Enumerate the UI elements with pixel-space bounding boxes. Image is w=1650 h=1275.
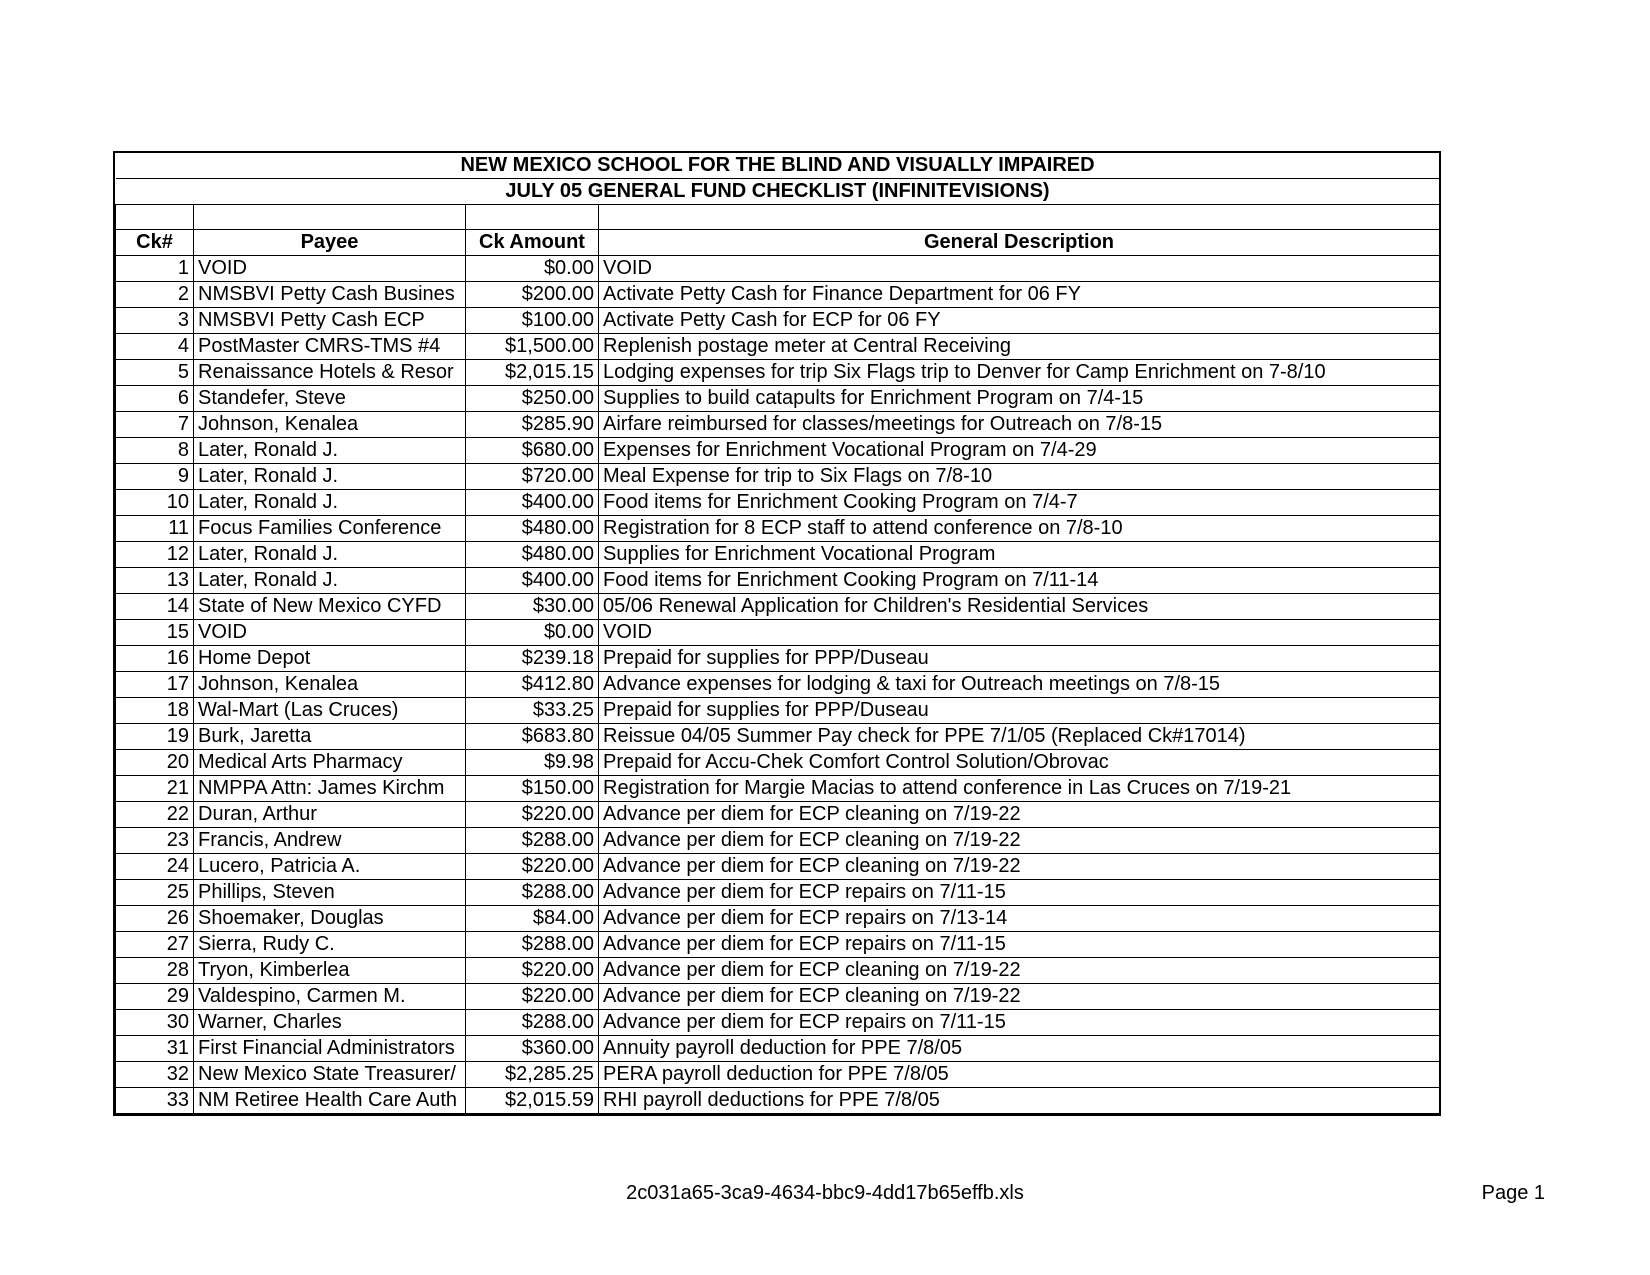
table-row <box>116 1062 1440 1088</box>
payee-name: Later, Ronald J. <box>194 542 466 568</box>
blank-cell <box>116 205 194 230</box>
table-row <box>116 854 1440 880</box>
check-amount: $680.00 <box>466 438 599 464</box>
table-row <box>116 594 1440 620</box>
payee-name: Later, Ronald J. <box>194 490 466 516</box>
general-description: Replenish postage meter at Central Receiving <box>599 334 1440 360</box>
table-row <box>116 672 1440 698</box>
payee-name: NMPPA Attn: James Kirchm <box>194 776 466 802</box>
col-header-description: General Description <box>599 230 1440 256</box>
check-amount: $30.00 <box>466 594 599 620</box>
check-amount: $400.00 <box>466 568 599 594</box>
payee-name: State of New Mexico CYFD <box>194 594 466 620</box>
check-number: 18 <box>116 698 194 724</box>
check-number: 2 <box>116 282 194 308</box>
check-rows <box>116 256 1440 1114</box>
check-number: 3 <box>116 308 194 334</box>
check-number: 23 <box>116 828 194 854</box>
table-row <box>116 724 1440 750</box>
title-row <box>116 153 1440 179</box>
general-description: Activate Petty Cash for Finance Department for 06 FY <box>599 282 1440 308</box>
general-description: PERA payroll deduction for PPE 7/8/05 <box>599 1062 1440 1088</box>
general-description: Reissue 04/05 Summer Pay check for PPE 7/1/05 (Replaced Ck#17014) <box>599 724 1440 750</box>
table-row <box>116 828 1440 854</box>
payee-name: Johnson, Kenalea <box>194 412 466 438</box>
checklist-table <box>115 153 1440 1114</box>
payee-name: Wal-Mart (Las Cruces) <box>194 698 466 724</box>
payee-name: First Financial Administrators <box>194 1036 466 1062</box>
check-number: 32 <box>116 1062 194 1088</box>
general-description: Advance per diem for ECP cleaning on 7/19-22 <box>599 828 1440 854</box>
check-number: 27 <box>116 932 194 958</box>
blank-cell <box>599 205 1440 230</box>
check-amount: $9.98 <box>466 750 599 776</box>
table-row <box>116 386 1440 412</box>
check-number: 19 <box>116 724 194 750</box>
general-description: Registration for Margie Macias to attend conference in Las Cruces on 7/19-21 <box>599 776 1440 802</box>
check-amount: $480.00 <box>466 516 599 542</box>
table-row <box>116 490 1440 516</box>
general-description: Advance per diem for ECP repairs on 7/13-14 <box>599 906 1440 932</box>
check-amount: $220.00 <box>466 802 599 828</box>
check-number: 24 <box>116 854 194 880</box>
payee-name: Francis, Andrew <box>194 828 466 854</box>
check-amount: $200.00 <box>466 282 599 308</box>
general-description: Annuity payroll deduction for PPE 7/8/05 <box>599 1036 1440 1062</box>
check-amount: $480.00 <box>466 542 599 568</box>
general-description: Food items for Enrichment Cooking Program on 7/11-14 <box>599 568 1440 594</box>
blank-cell <box>194 205 466 230</box>
table-row <box>116 360 1440 386</box>
table-row <box>116 958 1440 984</box>
check-number: 6 <box>116 386 194 412</box>
general-description: VOID <box>599 256 1440 282</box>
payee-name: Duran, Arthur <box>194 802 466 828</box>
check-amount: $400.00 <box>466 490 599 516</box>
check-number: 33 <box>116 1088 194 1114</box>
check-amount: $220.00 <box>466 984 599 1010</box>
check-amount: $220.00 <box>466 854 599 880</box>
check-amount: $150.00 <box>466 776 599 802</box>
check-number: 7 <box>116 412 194 438</box>
payee-name: Medical Arts Pharmacy <box>194 750 466 776</box>
table-row <box>116 1036 1440 1062</box>
general-description: Advance per diem for ECP cleaning on 7/19-22 <box>599 984 1440 1010</box>
check-amount: $288.00 <box>466 1010 599 1036</box>
check-amount: $360.00 <box>466 1036 599 1062</box>
general-description: Prepaid for supplies for PPP/Duseau <box>599 698 1440 724</box>
table-row <box>116 776 1440 802</box>
payee-name: Renaissance Hotels & Resor <box>194 360 466 386</box>
table-row <box>116 750 1440 776</box>
check-amount: $412.80 <box>466 672 599 698</box>
payee-name: Home Depot <box>194 646 466 672</box>
table-row <box>116 906 1440 932</box>
check-number: 17 <box>116 672 194 698</box>
check-amount: $288.00 <box>466 880 599 906</box>
check-number: 26 <box>116 906 194 932</box>
table-row <box>116 646 1440 672</box>
general-description: Prepaid for Accu-Chek Comfort Control Solution/Obrovac <box>599 750 1440 776</box>
subtitle-row <box>116 179 1440 205</box>
check-number: 15 <box>116 620 194 646</box>
payee-name: VOID <box>194 256 466 282</box>
table-row <box>116 438 1440 464</box>
check-amount: $720.00 <box>466 464 599 490</box>
check-number: 12 <box>116 542 194 568</box>
general-description: Advance per diem for ECP repairs on 7/11-15 <box>599 880 1440 906</box>
payee-name: Burk, Jaretta <box>194 724 466 750</box>
table-row <box>116 308 1440 334</box>
general-description: Advance per diem for ECP cleaning on 7/19-22 <box>599 958 1440 984</box>
payee-name: Later, Ronald J. <box>194 438 466 464</box>
col-header-ck: Ck# <box>116 230 194 256</box>
general-description: Advance per diem for ECP cleaning on 7/19-22 <box>599 854 1440 880</box>
check-amount: $2,015.59 <box>466 1088 599 1114</box>
check-number: 4 <box>116 334 194 360</box>
payee-name: Phillips, Steven <box>194 880 466 906</box>
check-number: 11 <box>116 516 194 542</box>
check-number: 10 <box>116 490 194 516</box>
check-amount: $0.00 <box>466 256 599 282</box>
payee-name: Shoemaker, Douglas <box>194 906 466 932</box>
check-amount: $100.00 <box>466 308 599 334</box>
check-amount: $2,015.15 <box>466 360 599 386</box>
general-description: Registration for 8 ECP staff to attend conference on 7/8-10 <box>599 516 1440 542</box>
check-number: 21 <box>116 776 194 802</box>
blank-row <box>116 205 1440 230</box>
general-description: Food items for Enrichment Cooking Program on 7/4-7 <box>599 490 1440 516</box>
general-description: Expenses for Enrichment Vocational Program on 7/4-29 <box>599 438 1440 464</box>
table-row <box>116 984 1440 1010</box>
check-number: 9 <box>116 464 194 490</box>
table-row <box>116 568 1440 594</box>
general-description: Advance per diem for ECP cleaning on 7/19-22 <box>599 802 1440 828</box>
table-row <box>116 1088 1440 1114</box>
table-row <box>116 1010 1440 1036</box>
payee-name: Johnson, Kenalea <box>194 672 466 698</box>
check-amount: $1,500.00 <box>466 334 599 360</box>
general-description: Advance per diem for ECP repairs on 7/11-15 <box>599 932 1440 958</box>
table-row <box>116 698 1440 724</box>
check-number: 28 <box>116 958 194 984</box>
col-header-amount: Ck Amount <box>466 230 599 256</box>
payee-name: New Mexico State Treasurer/ <box>194 1062 466 1088</box>
check-number: 31 <box>116 1036 194 1062</box>
check-amount: $288.00 <box>466 932 599 958</box>
general-description: 05/06 Renewal Application for Children's Residential Services <box>599 594 1440 620</box>
table-row <box>116 516 1440 542</box>
sheet-subtitle: JULY 05 GENERAL FUND CHECKLIST (INFINITEVISIONS) <box>116 179 1440 205</box>
footer-filename: 2c031a65-3ca9-4634-bbc9-4dd17b65effb.xls <box>626 1182 1024 1204</box>
check-number: 5 <box>116 360 194 386</box>
general-description: Airfare reimbursed for classes/meetings for Outreach on 7/8-15 <box>599 412 1440 438</box>
payee-name: Valdespino, Carmen M. <box>194 984 466 1010</box>
table-row <box>116 620 1440 646</box>
table-row <box>116 542 1440 568</box>
table-row <box>116 412 1440 438</box>
check-amount: $220.00 <box>466 958 599 984</box>
payee-name: Warner, Charles <box>194 1010 466 1036</box>
payee-name: Later, Ronald J. <box>194 568 466 594</box>
general-description: Activate Petty Cash for ECP for 06 FY <box>599 308 1440 334</box>
payee-name: PostMaster CMRS-TMS #4 <box>194 334 466 360</box>
check-number: 20 <box>116 750 194 776</box>
table-row <box>116 464 1440 490</box>
check-amount: $84.00 <box>466 906 599 932</box>
payee-name: NMSBVI Petty Cash Busines <box>194 282 466 308</box>
payee-name: NM Retiree Health Care Auth <box>194 1088 466 1114</box>
table-row <box>116 282 1440 308</box>
check-amount: $683.80 <box>466 724 599 750</box>
payee-name: NMSBVI Petty Cash ECP <box>194 308 466 334</box>
check-number: 16 <box>116 646 194 672</box>
payee-name: Tryon, Kimberlea <box>194 958 466 984</box>
table-row <box>116 880 1440 906</box>
check-amount: $288.00 <box>466 828 599 854</box>
payee-name: VOID <box>194 620 466 646</box>
blank-cell <box>466 205 599 230</box>
general-description: Supplies to build catapults for Enrichment Program on 7/4-15 <box>599 386 1440 412</box>
payee-name: Later, Ronald J. <box>194 464 466 490</box>
check-amount: $33.25 <box>466 698 599 724</box>
check-amount: $0.00 <box>466 620 599 646</box>
check-number: 30 <box>116 1010 194 1036</box>
sheet-title: NEW MEXICO SCHOOL FOR THE BLIND AND VISUALLY IMPAIRED <box>116 153 1440 179</box>
check-amount: $239.18 <box>466 646 599 672</box>
check-number: 8 <box>116 438 194 464</box>
table-row <box>116 256 1440 282</box>
general-description: VOID <box>599 620 1440 646</box>
payee-name: Focus Families Conference <box>194 516 466 542</box>
check-number: 22 <box>116 802 194 828</box>
table-row <box>116 334 1440 360</box>
general-description: RHI payroll deductions for PPE 7/8/05 <box>599 1088 1440 1114</box>
check-number: 14 <box>116 594 194 620</box>
check-number: 29 <box>116 984 194 1010</box>
general-description: Meal Expense for trip to Six Flags on 7/8-10 <box>599 464 1440 490</box>
checklist-sheet <box>113 151 1441 1116</box>
check-number: 13 <box>116 568 194 594</box>
col-header-payee: Payee <box>194 230 466 256</box>
table-row <box>116 932 1440 958</box>
column-header-row <box>116 230 1440 256</box>
general-description: Advance expenses for lodging & taxi for Outreach meetings on 7/8-15 <box>599 672 1440 698</box>
check-amount: $285.90 <box>466 412 599 438</box>
general-description: Prepaid for supplies for PPP/Duseau <box>599 646 1440 672</box>
check-number: 25 <box>116 880 194 906</box>
check-amount: $2,285.25 <box>466 1062 599 1088</box>
payee-name: Lucero, Patricia A. <box>194 854 466 880</box>
check-number: 1 <box>116 256 194 282</box>
table-row <box>116 802 1440 828</box>
footer-page-number: Page 1 <box>1481 1182 1545 1204</box>
payee-name: Sierra, Rudy C. <box>194 932 466 958</box>
payee-name: Standefer, Steve <box>194 386 466 412</box>
general-description: Supplies for Enrichment Vocational Program <box>599 542 1440 568</box>
general-description: Lodging expenses for trip Six Flags trip to Denver for Camp Enrichment on 7-8/10 <box>599 360 1440 386</box>
general-description: Advance per diem for ECP repairs on 7/11-15 <box>599 1010 1440 1036</box>
check-amount: $250.00 <box>466 386 599 412</box>
